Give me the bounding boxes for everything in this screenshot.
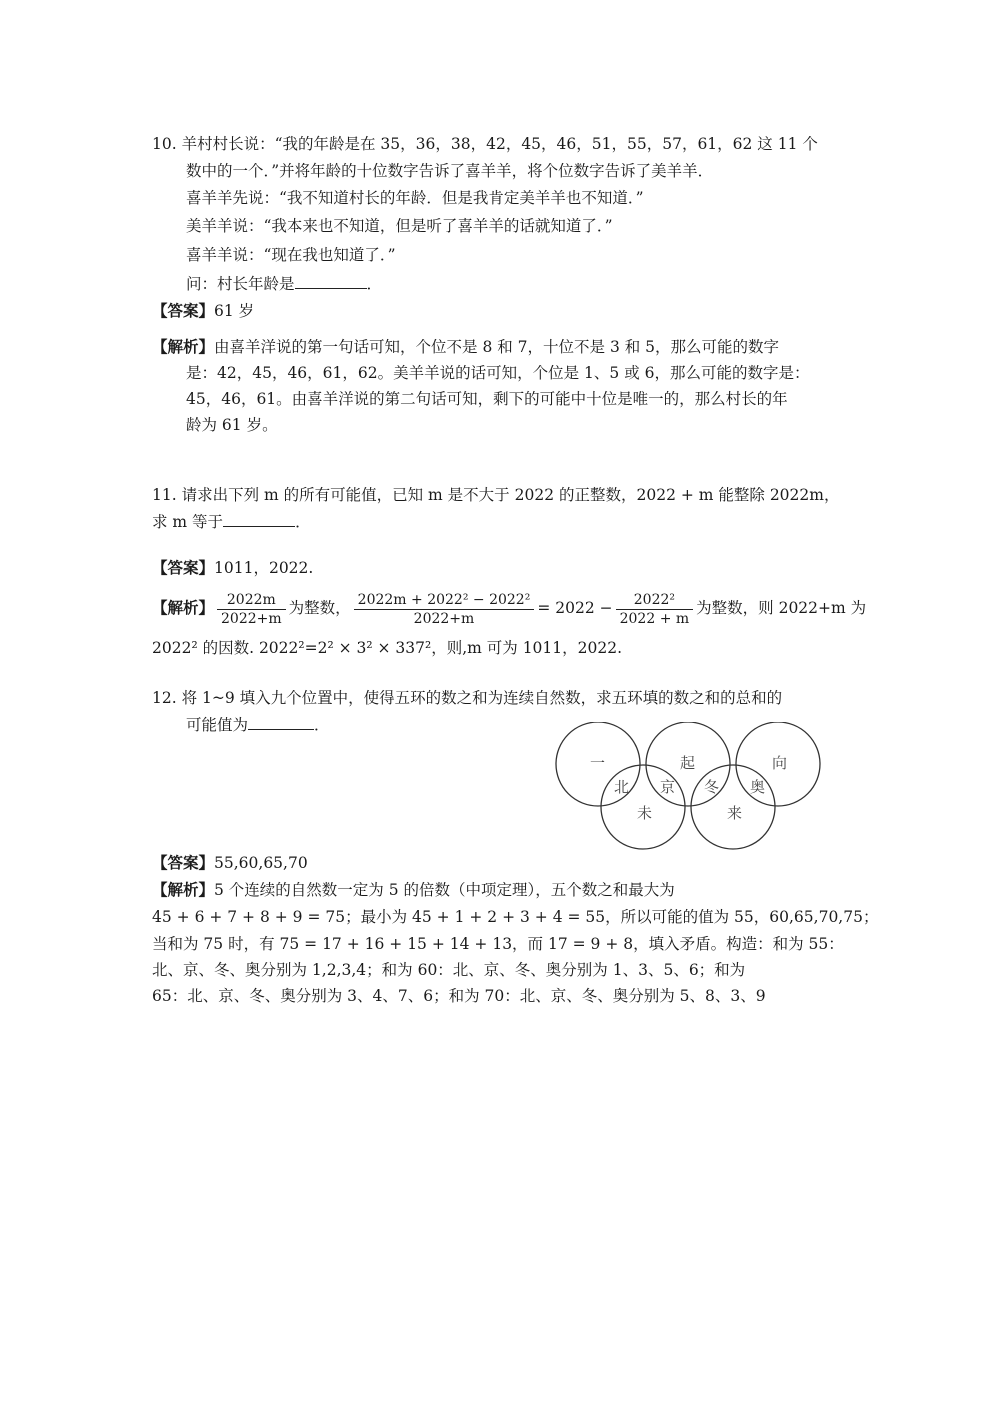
fraction-2: $\frac{\text{2022m + 2022² − 2022²}}{2022+m}$: [354, 591, 535, 628]
ring-label-4: 未: [637, 804, 653, 822]
q10-analysis-3: 45，46，61。由喜羊洋说的第二句话可知，剩下的可能中十位是唯一的，那么村长的年: [186, 390, 788, 408]
q11-line-1: 11. 请求出下列 m 的所有可能值，已知 m 是不大于 2022 的正整数，2022 + m 能整除 2022m，: [152, 486, 840, 504]
q12-analysis-5: 65：北、京、冬、奥分别为 3、4、7、6；和为 70：北、京、冬、奥分别为 5、8、3、9: [152, 987, 766, 1005]
q12-answer-value: 55,60,65,70: [214, 854, 308, 872]
fraction-1: $\frac{2022m}{2022+m}$: [217, 591, 286, 628]
intersection-label-2: 京: [660, 778, 676, 796]
q11-answer-blank: [223, 512, 295, 527]
q12-line-2: 可能值为 ．: [186, 716, 330, 734]
q10-analysis-2: 是：42，45，46，61，62。美羊羊说的话可知，个位是 1、5 或 6，那么可能的数字是：: [186, 364, 810, 382]
q11-answer: [152, 557, 313, 579]
ring-label-5: 来: [727, 804, 743, 822]
intersection-label-3: 冬: [704, 778, 720, 796]
fraction-3: $\frac{\text{2022²}}{2022 + m}$: [616, 591, 694, 628]
q12-analysis-3: 当和为 75 时，有 75 = 17 + 16 + 15 + 14 + 13，而 17 = 9 + 8，填入矛盾。构造：和为 55：: [152, 935, 844, 953]
answer-label: 【答案】: [152, 558, 215, 577]
q10-question-text: 问：村长年龄是: [186, 275, 295, 293]
q10-line-2: 数中的一个．”并将年龄的十位数字告诉了喜羊羊，将个位数字告诉了美羊羊．: [186, 162, 714, 180]
ring-label-1: 一: [590, 754, 606, 772]
q11-analysis-1: 【解析】 $\frac{2022m}{2022+m}$ 为整数， $\frac{\text{2022m + 2022² − 2022²}}{2022+m}$ = 2022 − $\frac{\text{2022²}}{2022 + m}$ 为整数，则 2022+m 为: [152, 591, 867, 627]
ring-label-2: 起: [680, 754, 696, 772]
q11-analysis-2: 2022² 的因数. 2022²=2² × 3² × 337²，则,m 可为 1011，2022.: [152, 639, 623, 657]
q10-analysis-4: 龄为 61 岁。: [186, 416, 278, 434]
q10-answer-value: 61 岁: [214, 302, 255, 320]
q12-analysis-1: 【解析】5 个连续的自然数一定为 5 的倍数（中项定理），五个数之和最大为: [152, 880, 675, 899]
answer-label: 【答案】: [152, 853, 215, 872]
q10-analysis-1: 【解析】由喜羊洋说的第一句话可知，个位不是 8 和 7，十位不是 3 和 5，那么可能的数字: [152, 337, 780, 356]
q10-line-4: 美羊羊说：“我本来也不知道，但是听了喜羊羊的话就知道了．”: [186, 217, 613, 235]
q11-line-2: 求 m 等于 ．: [152, 513, 311, 531]
q12-analysis-4: 北、京、冬、奥分别为 1,2,3,4；和为 60：北、京、冬、奥分别为 1、3、5、6；和为: [152, 961, 746, 979]
analysis-label: 【解析】: [152, 598, 215, 617]
q10-answer: [152, 300, 254, 322]
q12-analysis-2: 45 + 6 + 7 + 8 + 9 = 75；最小为 45 + 1 + 2 + 3 + 4 = 55，所以可能的值为 55，60,65,70,75；: [152, 908, 879, 926]
q12-answer-blank: [248, 715, 314, 730]
q10-line-1: 10. 羊村村长说：“我的年龄是在 35，36，38，42，45，46，51，55，57，61，62 这 11 个: [152, 135, 818, 153]
q12-line-1: 12. 将 1~9 填入九个位置中，使得五环的数之和为连续自然数，求五环填的数之和的总和的: [152, 689, 783, 707]
q10-question: 问：村长年龄是 ．: [186, 275, 383, 293]
olympic-rings-figure: [550, 722, 830, 852]
analysis-label: 【解析】: [152, 880, 215, 899]
ring-label-3: 向: [772, 754, 788, 772]
q10-answer-blank: [295, 274, 367, 289]
q12-answer: [152, 852, 308, 874]
intersection-label-4: 奥: [750, 778, 766, 796]
q10-line-3: 喜羊羊先说：“我不知道村长的年龄．但是我肯定美羊羊也不知道．”: [186, 189, 644, 207]
analysis-label: 【解析】: [152, 337, 215, 356]
intersection-label-1: 北: [614, 778, 630, 796]
q10-line-5: 喜羊羊说：“现在我也知道了．”: [186, 246, 396, 264]
q11-answer-value: 1011，2022.: [214, 559, 314, 577]
answer-label: 【答案】: [152, 301, 215, 320]
